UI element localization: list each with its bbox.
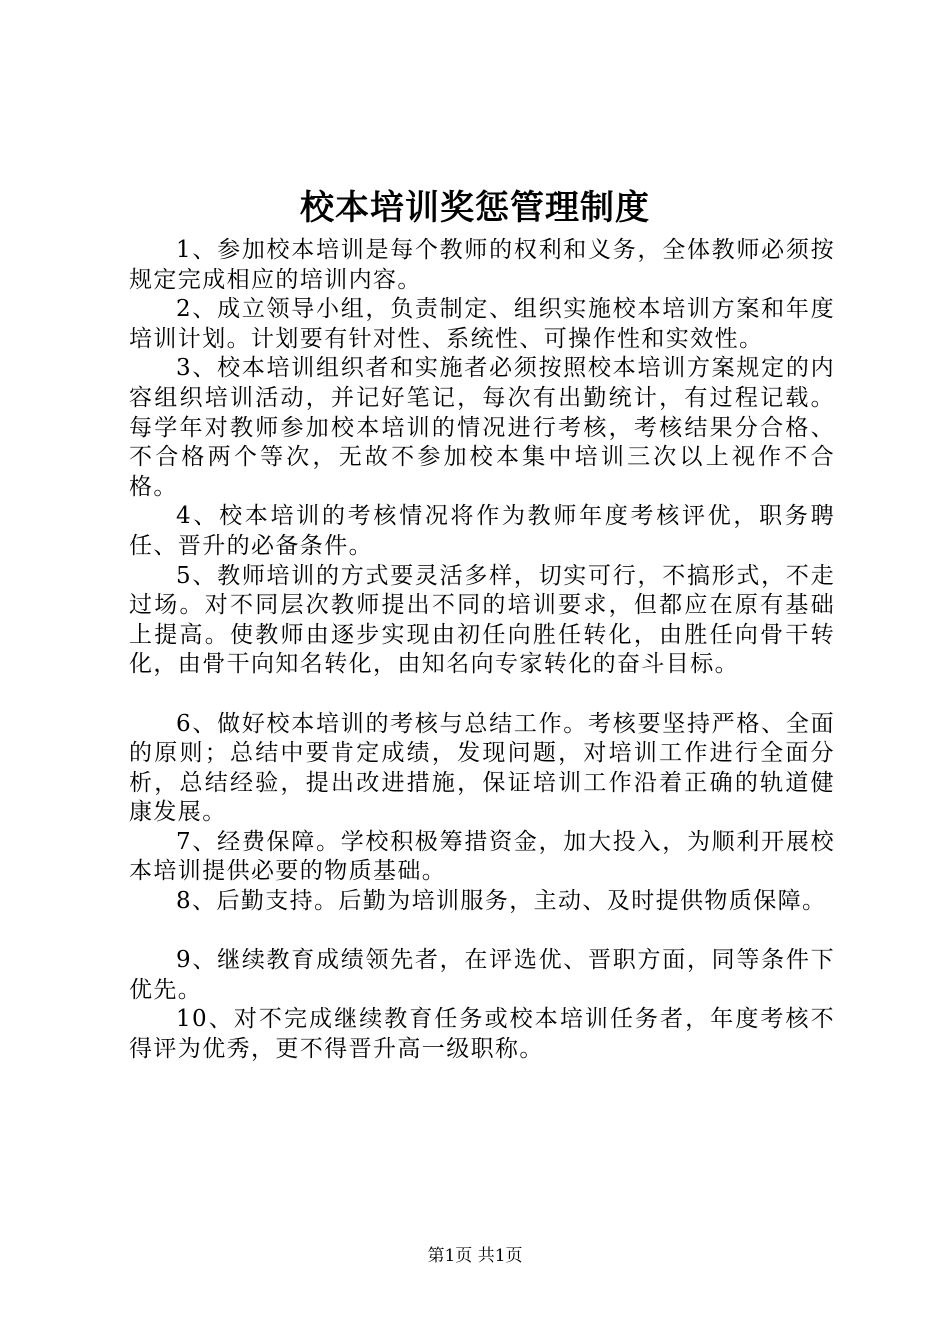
paragraph-6: 6、做好校本培训的考核与总结工作。考核要坚持严格、全面的原则；总结中要肯定成绩，发现问题，对培训工作进行全面分析，总结经验，提出改进措施，保证培训工作沿着正确的轨道健康发展。: [129, 710, 835, 826]
paragraph-7: 7、经费保障。学校积极筹措资金，加大投入，为顺利开展校本培训提供必要的物质基础。: [129, 828, 835, 885]
paragraph-2: 2、成立领导小组，负责制定、组织实施校本培训方案和年度培训计划。计划要有针对性、系统性、可操作性和实效性。: [129, 296, 835, 352]
document-body: [129, 236, 835, 1065]
paragraph-5: 5、教师培训的方式要灵活多样，切实可行，不搞形式，不走过场。对不同层次教师提出不同的培训要求，但都应在原有基础上提高。使教师由逐步实现由初任向胜任转化，由胜任向骨干转化，由骨干向知名转化，由知名向专家转化的奋斗目标。: [129, 562, 835, 678]
paragraph-3: 3、校本培训组织者和实施者必须按照校本培训方案规定的内容组织培训活动，并记好笔记，每次有出勤统计，有过程记载。每学年对教师参加校本培训的情况进行考核，考核结果分合格、不合格两个等次，无故不参加校本集中培训三次以上视作不合格。: [129, 355, 835, 500]
paragraph-1: 1、参加校本培训是每个教师的权利和义务，全体教师必须按规定完成相应的培训内容。: [129, 237, 835, 293]
paragraph-10: 10、对不完成继续教育任务或校本培训任务者，年度考核不得评为优秀，更不得晋升高一级职称。: [129, 1006, 835, 1063]
paragraph-8: 8、后勤支持。后勤为培训服务，主动、及时提供物质保障。: [176, 888, 827, 915]
page-footer: 第1页 共1页: [427, 1246, 523, 1266]
paragraph-9: 9、继续教育成绩领先者，在评选优、晋职方面，同等条件下优先。: [129, 947, 835, 1003]
paragraph-4: 4、校本培训的考核情况将作为教师年度考核评优，职务聘任、晋升的必备条件。: [129, 503, 835, 559]
document-title: 校本培训奖惩管理制度: [300, 188, 650, 228]
